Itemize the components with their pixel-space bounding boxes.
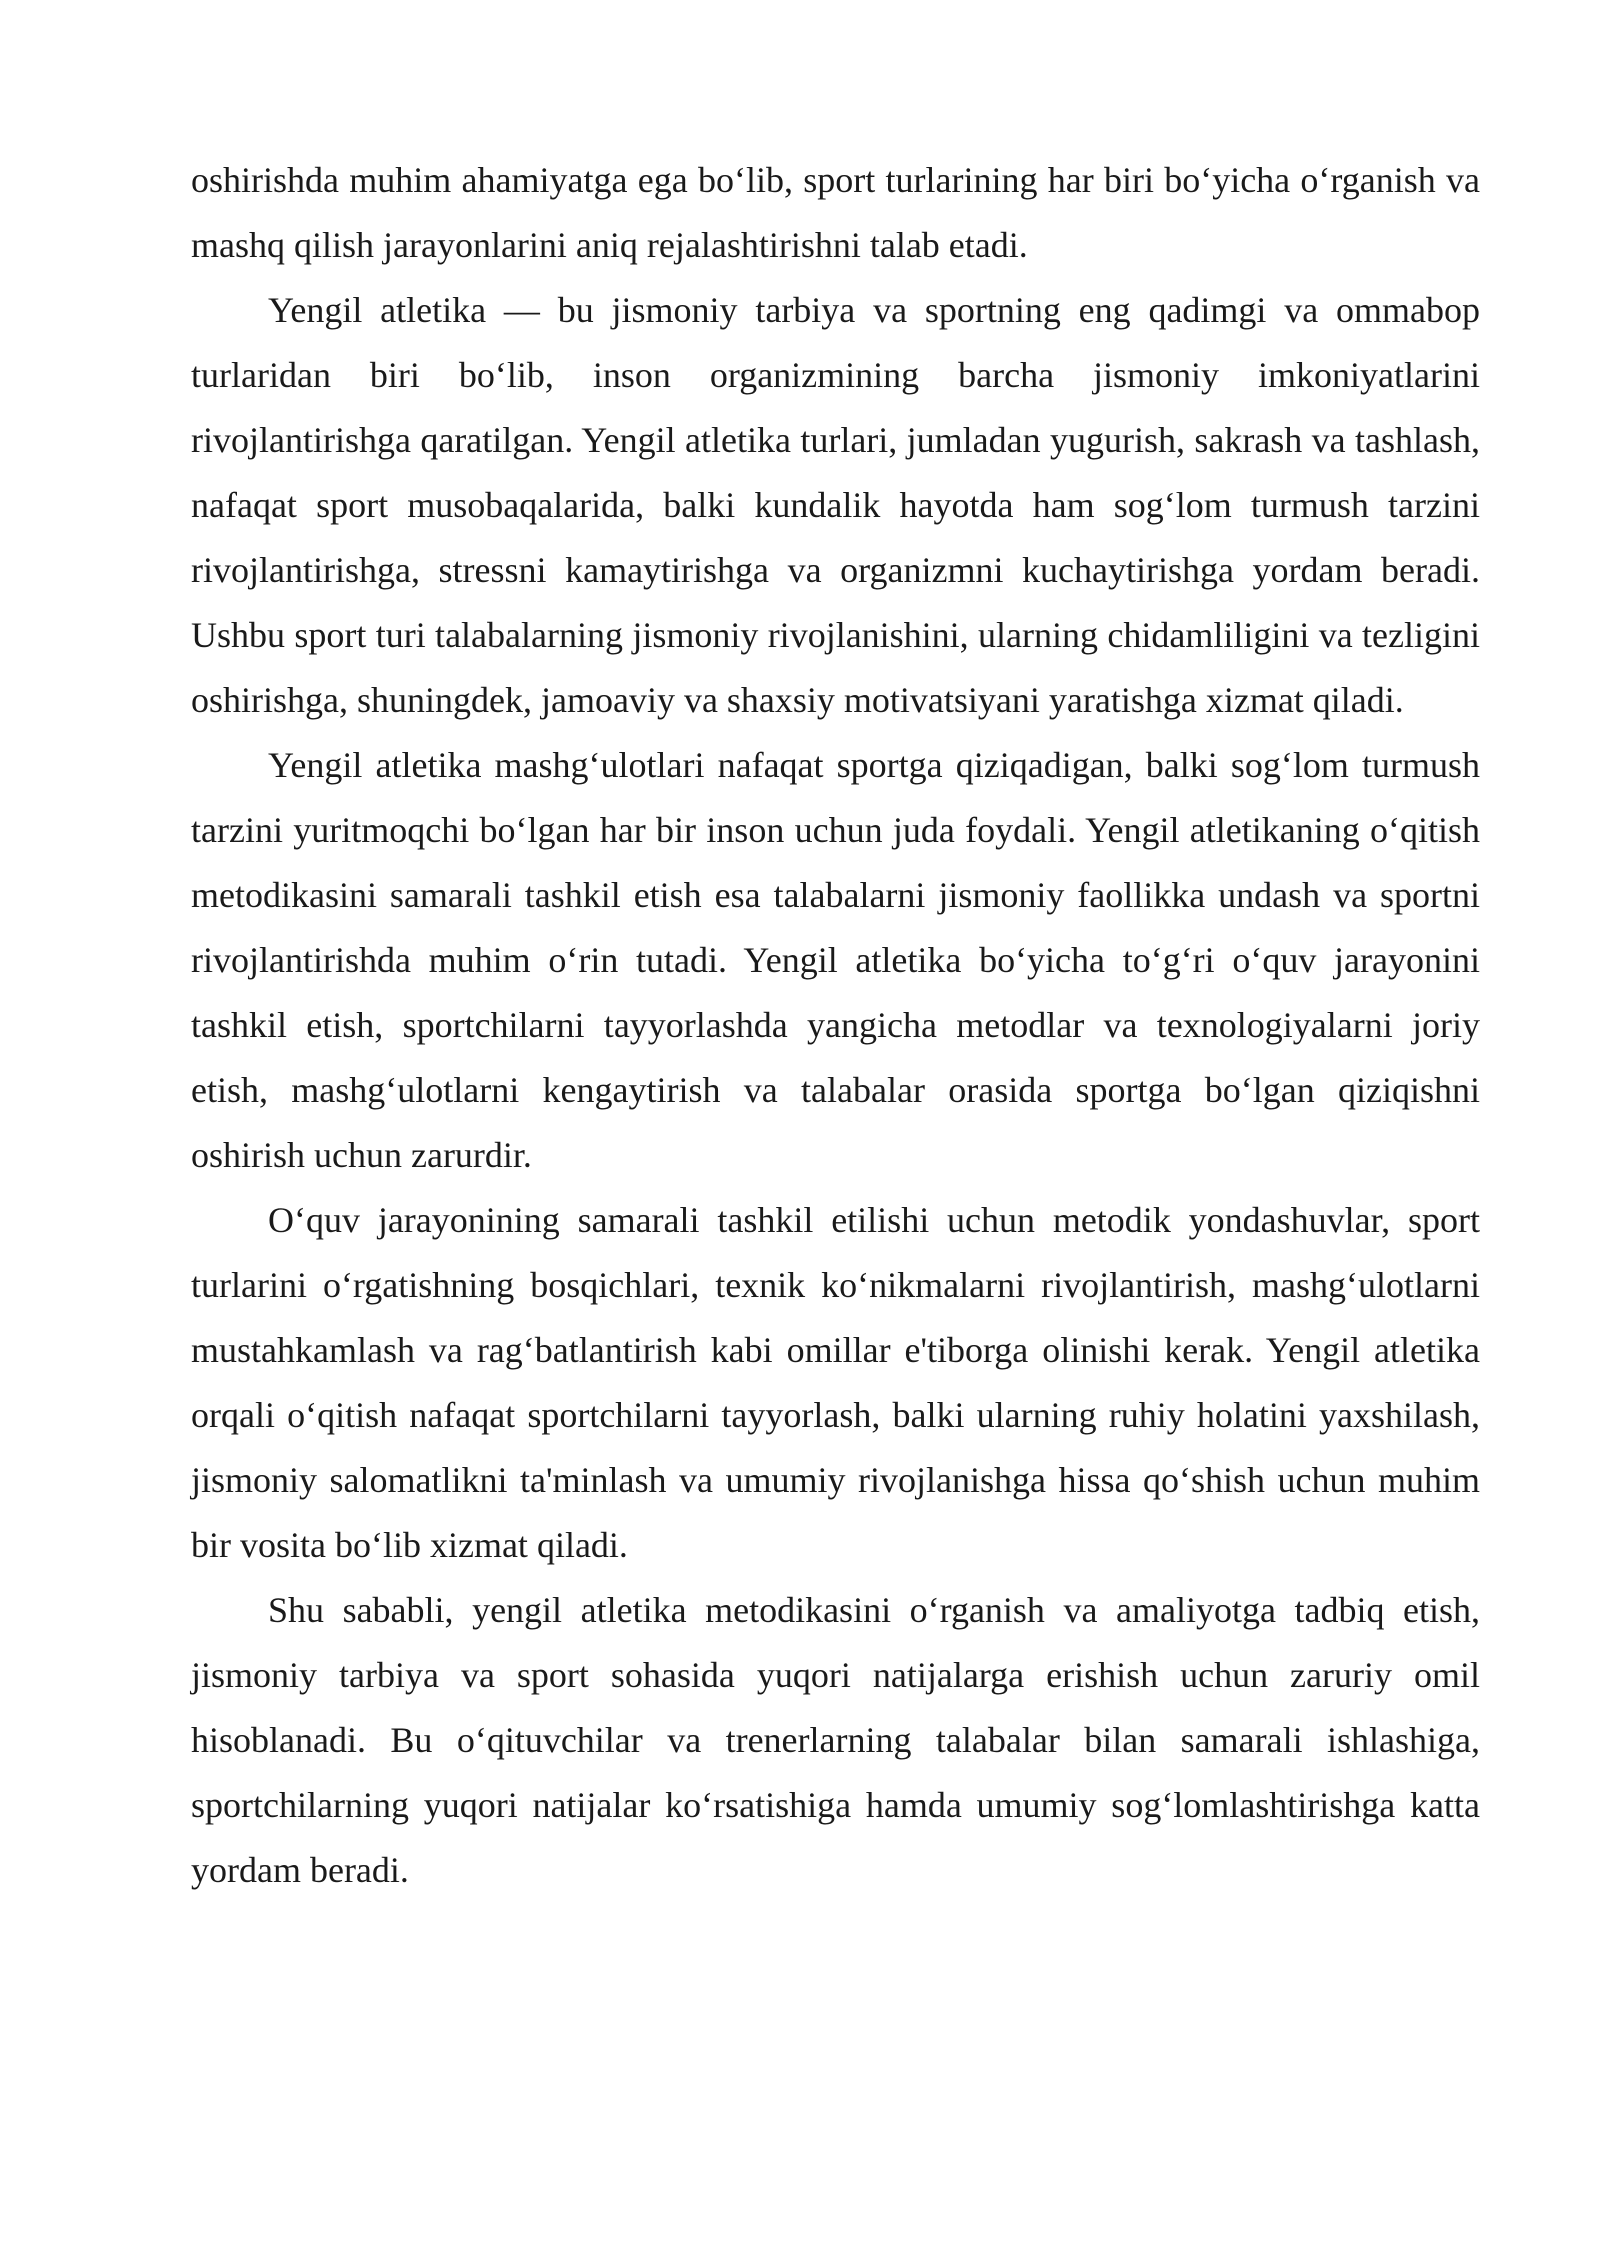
paragraph-athletics-training: Yengil atletika mashg‘ulotlari nafaqat sportga qiziqadigan, balki sog‘lom turmush tarzini yuritmoqchi bo‘lgan har bir inson uchun juda foydali. Yengil atletikaning o‘qitish metodikasini samarali tashkil etish esa talabalarni jismoniy faollikka undash va sportni rivojlantirishda muhim o‘rin tutadi. Yengil atletika bo‘yicha to‘g‘ri o‘quv jarayonini tashkil etish, sportchilarni tayyorlashda yangicha metodlar va texnologiyalarni joriy etish, mashg‘ulotlarni kengaytirish va talabalar orasida sportga bo‘lgan qiziqishni oshirish uchun zarurdir. xyxy=(191,745,1480,1175)
paragraph-learning-process: O‘quv jarayonining samarali tashkil etilishi uchun metodik yondashuvlar, sport turlarini o‘rgatishning bosqichlari, texnik ko‘nikmalarni rivojlantirish, mashg‘ulotlarni mustahkamlash va rag‘batlantirish kabi omillar e'tiborga olinishi kerak. Yengil atletika orqali o‘qitish nafaqat sportchilarni tayyorlash, balki ularning ruhiy holatini yaxshilash, jismoniy salomatlikni ta'minlash va umumiy rivojlanishga hissa qo‘shish uchun muhim bir vosita bo‘lib xizmat qiladi. xyxy=(191,1200,1480,1565)
document-body xyxy=(191,148,1480,1903)
paragraph-continued: oshirishda muhim ahamiyatga ega bo‘lib, sport turlarining har biri bo‘yicha o‘rganish va mashq qilish jarayonlarini aniq rejalashtirishni talab etadi. xyxy=(191,160,1480,265)
paragraph-athletics-intro: Yengil atletika — bu jismoniy tarbiya va sportning eng qadimgi va ommabop turlaridan biri bo‘lib, inson organizmining barcha jismoniy imkoniyatlarini rivojlantirishga qaratilgan. Yengil atletika turlari, jumladan yugurish, sakrash va tashlash, nafaqat sport musobaqalarida, balki kundalik hayotda ham sog‘lom turmush tarzini rivojlantirishga, stressni kamaytirishga va organizmni kuchaytirishga yordam beradi. Ushbu sport turi talabalarning jismoniy rivojlanishini, ularning chidamliligini va tezligini oshirishga, shuningdek, jamoaviy va shaxsiy motivatsiyani yaratishga xizmat qiladi. xyxy=(191,290,1480,720)
paragraph-conclusion: Shu sababli, yengil atletika metodikasini o‘rganish va amaliyotga tadbiq etish, jismoniy tarbiya va sport sohasida yuqori natijalarga erishish uchun zaruriy omil hisoblanadi. Bu o‘qituvchilar va trenerlarning talabalar bilan samarali ishlashiga, sportchilarning yuqori natijalar ko‘rsatishiga hamda umumiy sog‘lomlashtirishga katta yordam beradi. xyxy=(191,1590,1480,1890)
